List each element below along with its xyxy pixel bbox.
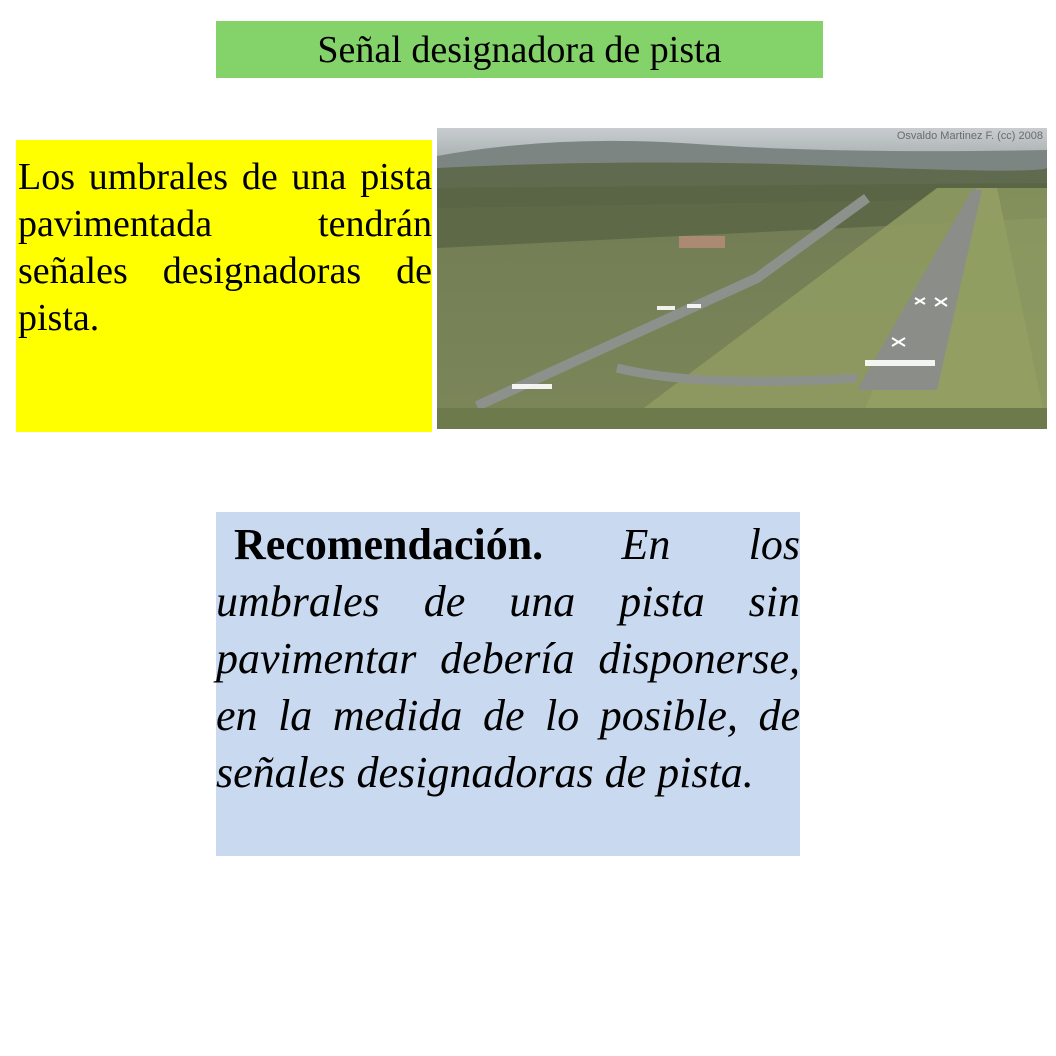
- recommendation-body: En los umbrales de una pista sin pavimentar debería disponerse, en la medida de lo posible, de señales designadoras de pista.: [216, 520, 800, 797]
- slide-title: [216, 21, 823, 78]
- recommendation-box: [216, 512, 800, 856]
- threshold-text-box: [16, 140, 432, 432]
- threshold-text: Los umbrales de una pista pavimentada tendrán señales designadoras de pista.: [18, 156, 432, 339]
- photo-credit: Osvaldo Martinez F. (cc) 2008: [896, 130, 1043, 142]
- runway-aerial-photo: [437, 128, 1047, 429]
- recommendation-label: Recomendación.: [234, 520, 544, 569]
- slide-title-text: Señal designadora de pista: [317, 28, 722, 71]
- recommendation-paragraph: [216, 516, 800, 801]
- runway-photo-drawing: [437, 128, 1047, 429]
